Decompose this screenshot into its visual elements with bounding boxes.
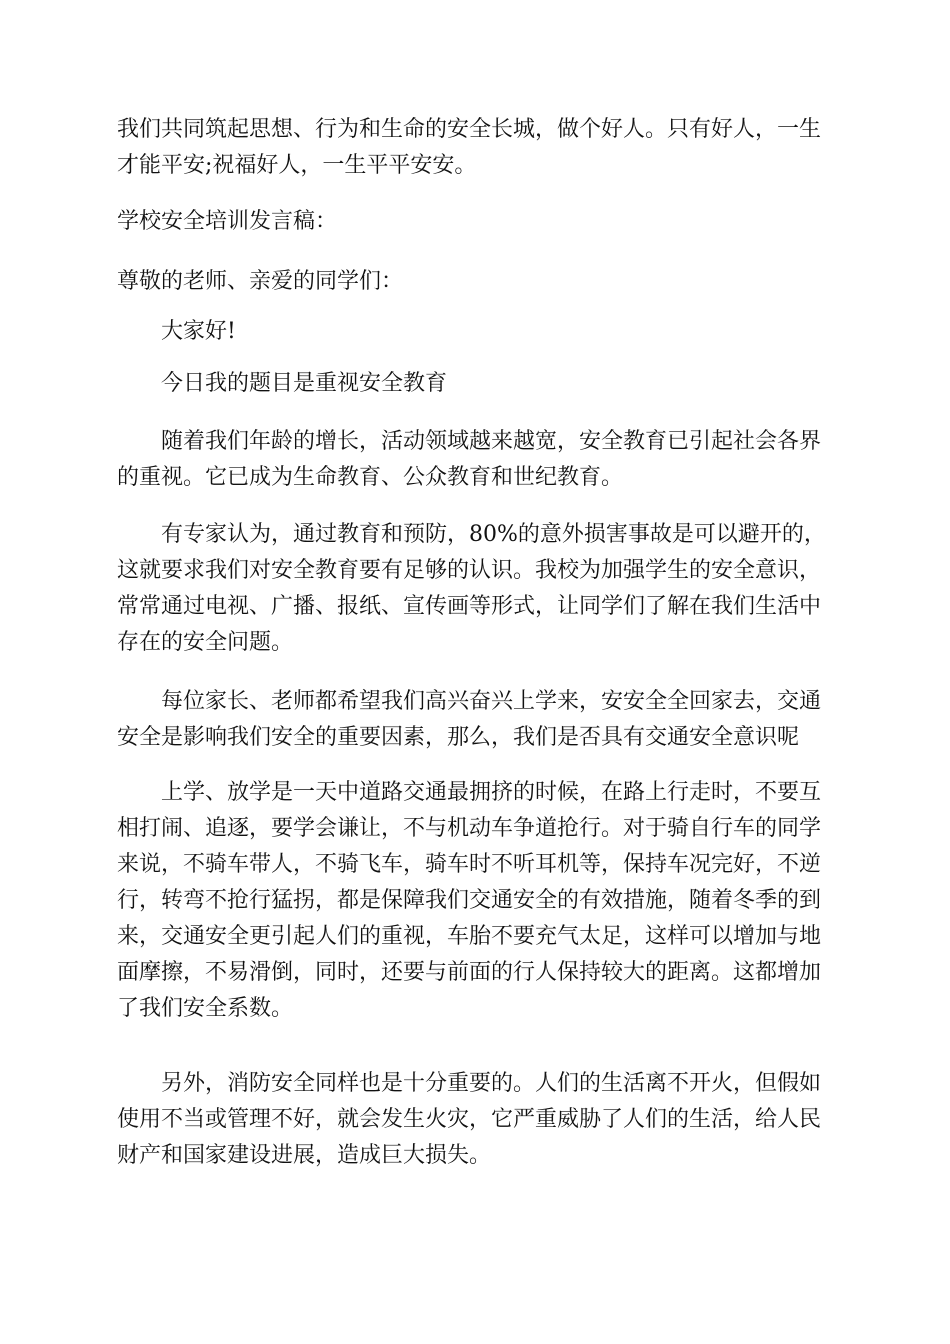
paragraph-closing: 我们共同筑起思想、行为和生命的安全长城，做个好人。只有好人，一生才能平安;祝福好人，一生平平安安。	[117, 117, 822, 178]
salutation: 尊敬的老师、亲爱的同学们：	[117, 269, 404, 294]
paragraph-fire-safety: 另外，消防安全同样也是十分重要的。人们的生活离不开火，但假如使用不当或管理不好，就会发生火灾，它严重威胁了人们的生活，给人民财产和国家建设进展，造成巨大损失。	[117, 1071, 822, 1168]
greeting: 大家好!	[161, 319, 236, 344]
paragraph-traffic: 每位家长、老师都希望我们高兴奋兴上学来，安安全全回家去，交通安全是影响我们安全的重要因素，那么，我们是否具有交通安全意识呢	[117, 689, 822, 750]
topic-line: 今日我的题目是重视安全教育	[161, 371, 448, 396]
paragraph-experts: 有专家认为，通过教育和预防，80%的意外损害事故是可以避开的，这就要求我们对安全教育要有足够的认识。我校为加强学生的安全意识，常常通过电视、广播、报纸、宣传画等形式，让同学们了解在我们生活中存在的安全问题。	[117, 522, 826, 655]
speech-title: 学校安全培训发言稿：	[117, 209, 338, 234]
paragraph-intro: 随着我们年龄的增长，活动领域越来越宽，安全教育已引起社会各界的重视。它已成为生命教育、公众教育和世纪教育。	[117, 429, 822, 490]
paragraph-commute: 上学、放学是一天中道路交通最拥挤的时候，在路上行走时，不要互相打闹、追逐，要学会谦让，不与机动车争道抢行。对于骑自行车的同学来说，不骑车带人，不骑飞车，骑车时不听耳机等，保持车况完好，不逆行，转弯不抢行猛拐，都是保障我们交通安全的有效措施，随着冬季的到来，交通安全更引起人们的重视，车胎不要充气太足，这样可以增加与地面摩擦，不易滑倒，同时，还要与前面的行人保持较大的距离。这都增加了我们安全系数。	[117, 780, 822, 1021]
